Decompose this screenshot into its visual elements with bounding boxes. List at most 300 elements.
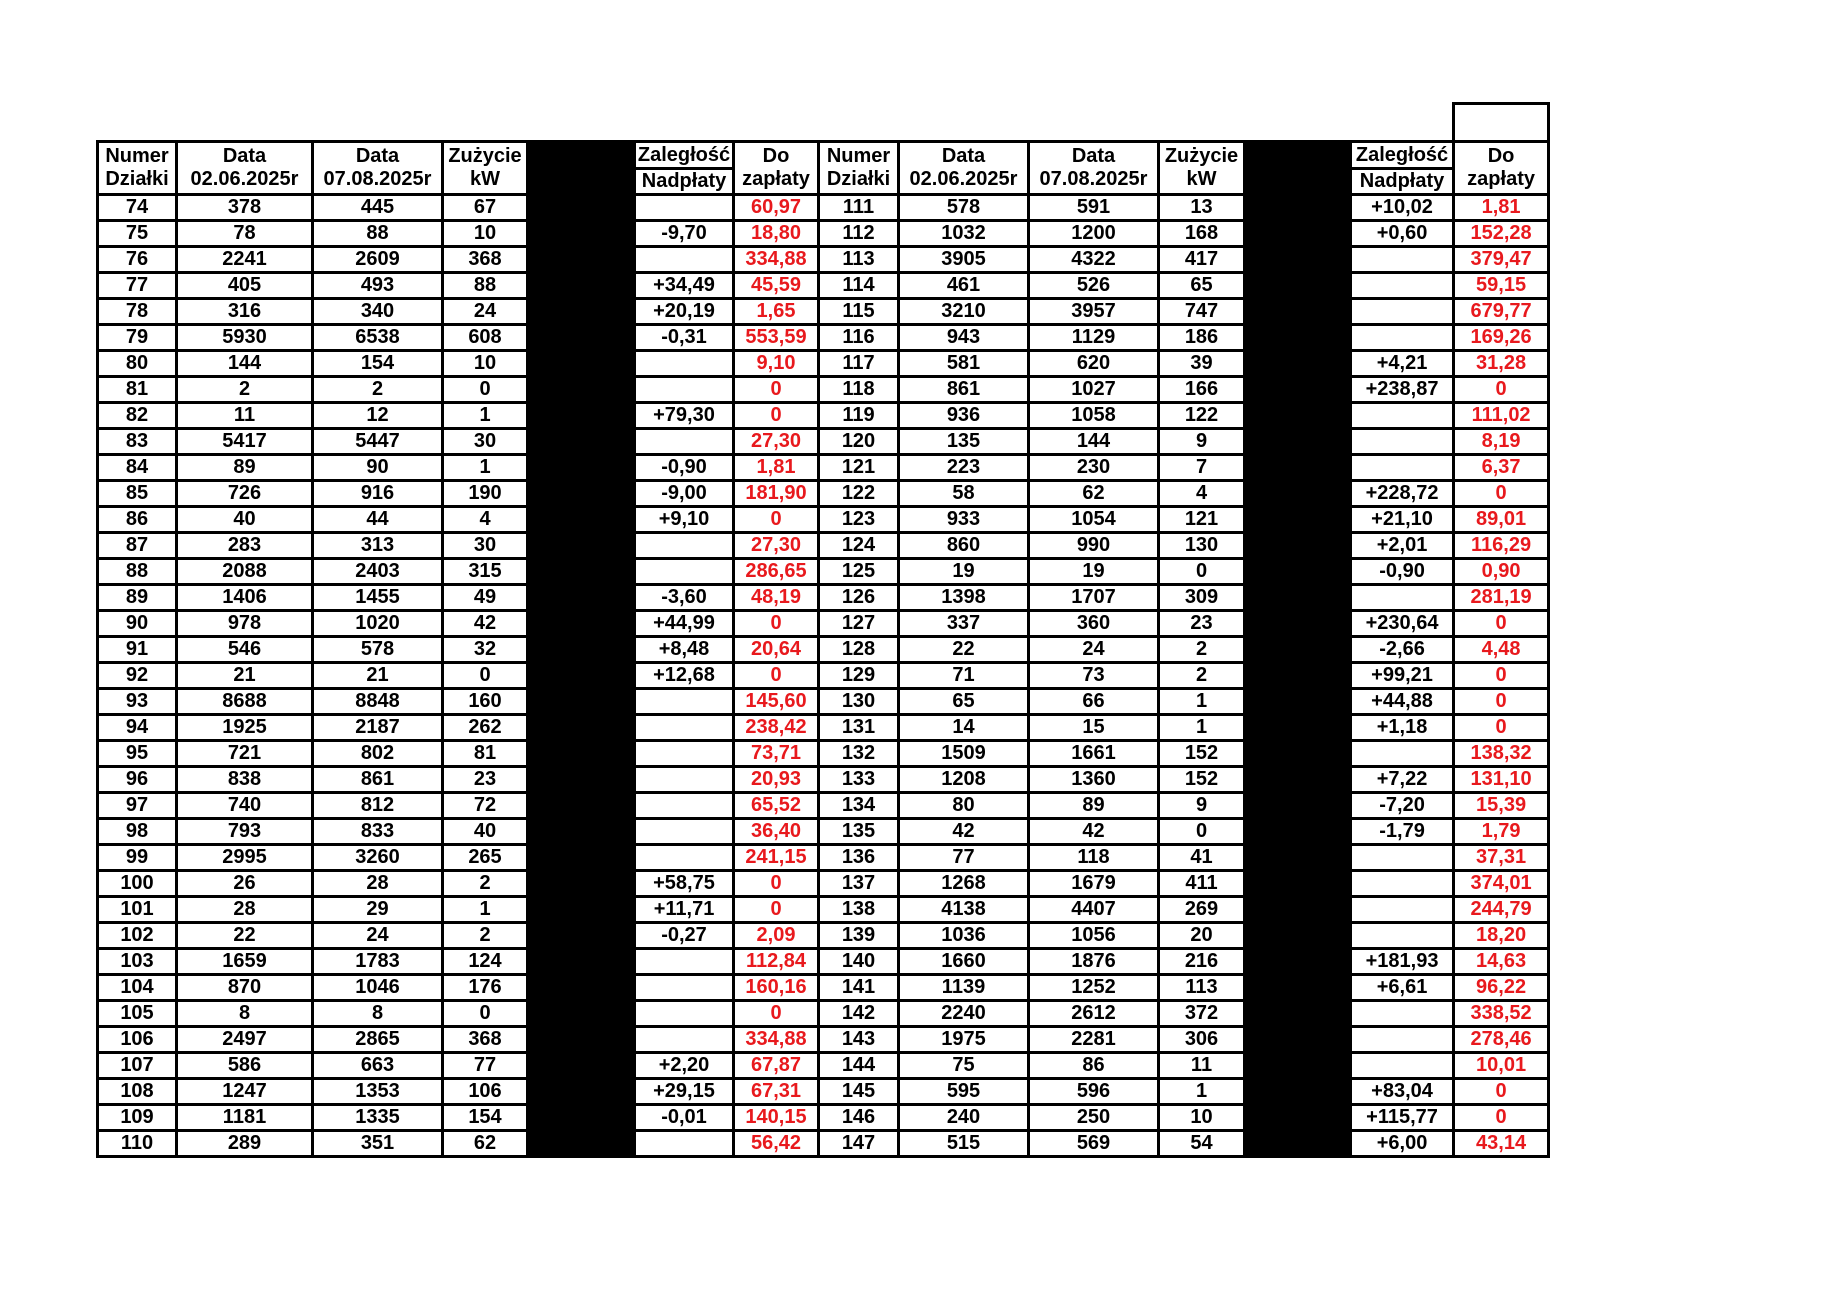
cell-reading-jun: 405 <box>177 273 313 299</box>
cell-reading-jun: 2241 <box>177 247 313 273</box>
cell-plot-number: 78 <box>98 299 177 325</box>
cell-reading-aug: 2612 <box>1029 1001 1159 1027</box>
cell-balance <box>1351 247 1454 273</box>
table-row <box>98 663 1549 689</box>
table-row <box>98 429 1549 455</box>
cell-usage-kw: 1 <box>443 455 528 481</box>
cell-balance: -0,90 <box>635 455 734 481</box>
cell-reading-aug: 360 <box>1029 611 1159 637</box>
cell-plot-number: 118 <box>819 377 899 403</box>
cell-amount-due: 48,19 <box>734 585 819 611</box>
table-row <box>98 975 1549 1001</box>
cell-balance <box>635 533 734 559</box>
cell-balance <box>1351 325 1454 351</box>
cell-balance <box>1351 1053 1454 1079</box>
cell-plot-number: 147 <box>819 1131 899 1157</box>
cell-balance: -0,31 <box>635 325 734 351</box>
cell-usage-kw: 154 <box>443 1105 528 1131</box>
table-row <box>98 533 1549 559</box>
cell-reading-jun: 58 <box>899 481 1029 507</box>
header-label: Do <box>762 145 790 167</box>
cell-usage-kw: 190 <box>443 481 528 507</box>
cell-plot-number: 103 <box>98 949 177 975</box>
cell-reading-aug: 2865 <box>313 1027 443 1053</box>
cell-amount-due: 0 <box>734 871 819 897</box>
cell-amount-due: 679,77 <box>1454 299 1549 325</box>
cell-amount-due: 9,10 <box>734 351 819 377</box>
cell-plot-number: 138 <box>819 897 899 923</box>
black-separator-cell <box>528 845 635 871</box>
cell-balance: +11,71 <box>635 897 734 923</box>
table-row <box>98 611 1549 637</box>
cell-reading-jun: 5930 <box>177 325 313 351</box>
cell-usage-kw: 216 <box>1159 949 1245 975</box>
header-usage-kw <box>443 142 528 195</box>
cell-reading-aug: 6538 <box>313 325 443 351</box>
cell-reading-jun: 1659 <box>177 949 313 975</box>
cell-plot-number: 91 <box>98 637 177 663</box>
black-separator-cell <box>1245 637 1351 663</box>
cell-usage-kw: 176 <box>443 975 528 1001</box>
cell-usage-kw: 81 <box>443 741 528 767</box>
cell-usage-kw: 11 <box>1159 1053 1245 1079</box>
black-separator-cell <box>1245 767 1351 793</box>
cell-reading-jun: 1509 <box>899 741 1029 767</box>
cell-plot-number: 107 <box>98 1053 177 1079</box>
cell-reading-jun: 135 <box>899 429 1029 455</box>
header-label: Nadpłaty <box>641 169 727 192</box>
cell-usage-kw: 1 <box>1159 689 1245 715</box>
cell-amount-due: 18,80 <box>734 221 819 247</box>
black-separator-cell <box>528 455 635 481</box>
cell-usage-kw: 24 <box>443 299 528 325</box>
cell-amount-due: 112,84 <box>734 949 819 975</box>
black-separator-cell <box>528 793 635 819</box>
cell-amount-due: 116,29 <box>1454 533 1549 559</box>
table-row <box>98 455 1549 481</box>
cell-plot-number: 142 <box>819 1001 899 1027</box>
cell-amount-due: 286,65 <box>734 559 819 585</box>
cell-amount-due: 4,48 <box>1454 637 1549 663</box>
cell-amount-due: 67,87 <box>734 1053 819 1079</box>
cell-amount-due: 0 <box>734 507 819 533</box>
cell-reading-aug: 1056 <box>1029 923 1159 949</box>
header-reading-aug <box>313 142 443 195</box>
cell-reading-aug: 596 <box>1029 1079 1159 1105</box>
cell-usage-kw: 306 <box>1159 1027 1245 1053</box>
cell-balance: +6,00 <box>1351 1131 1454 1157</box>
cell-usage-kw: 315 <box>443 559 528 585</box>
cell-plot-number: 115 <box>819 299 899 325</box>
black-separator-cell <box>528 923 635 949</box>
cell-usage-kw: 608 <box>443 325 528 351</box>
cell-plot-number: 127 <box>819 611 899 637</box>
cell-balance <box>635 247 734 273</box>
cell-reading-jun: 595 <box>899 1079 1029 1105</box>
cell-usage-kw: 124 <box>443 949 528 975</box>
cell-balance <box>1351 299 1454 325</box>
header-reading-jun <box>177 142 313 195</box>
cell-usage-kw: 23 <box>443 767 528 793</box>
cell-reading-jun: 1247 <box>177 1079 313 1105</box>
black-separator-cell <box>528 1053 635 1079</box>
cell-reading-aug: 1335 <box>313 1105 443 1131</box>
cell-reading-jun: 515 <box>899 1131 1029 1157</box>
table-row <box>98 221 1549 247</box>
cell-usage-kw: 122 <box>1159 403 1245 429</box>
black-separator-cell <box>528 299 635 325</box>
cell-usage-kw: 49 <box>443 585 528 611</box>
header-usage-kw <box>1159 142 1245 195</box>
cell-balance <box>635 429 734 455</box>
cell-plot-number: 100 <box>98 871 177 897</box>
cell-reading-jun: 1660 <box>899 949 1029 975</box>
cell-balance <box>1351 1027 1454 1053</box>
cell-usage-kw: 368 <box>443 247 528 273</box>
black-separator-cell <box>528 533 635 559</box>
cell-amount-due: 10,01 <box>1454 1053 1549 1079</box>
cell-amount-due: 131,10 <box>1454 767 1549 793</box>
black-separator-cell <box>528 1105 635 1131</box>
cell-balance: +58,75 <box>635 871 734 897</box>
cell-amount-due: 0 <box>1454 689 1549 715</box>
header-label: zapłaty <box>1467 168 1535 190</box>
cell-usage-kw: 1 <box>443 897 528 923</box>
header-label: Numer <box>826 145 891 167</box>
cell-amount-due: 338,52 <box>1454 1001 1549 1027</box>
cell-plot-number: 128 <box>819 637 899 663</box>
table-row <box>98 247 1549 273</box>
cell-balance <box>635 819 734 845</box>
cell-reading-jun: 2995 <box>177 845 313 871</box>
cell-usage-kw: 168 <box>1159 221 1245 247</box>
cell-reading-jun: 581 <box>899 351 1029 377</box>
cell-reading-jun: 943 <box>899 325 1029 351</box>
cell-plot-number: 120 <box>819 429 899 455</box>
header-label: Data <box>941 145 986 167</box>
cell-reading-jun: 2497 <box>177 1027 313 1053</box>
black-separator-cell <box>1245 689 1351 715</box>
table-row <box>98 767 1549 793</box>
cell-amount-due: 43,14 <box>1454 1131 1549 1157</box>
header-label: 02.06.2025r <box>190 168 299 190</box>
cell-balance: +44,99 <box>635 611 734 637</box>
cell-usage-kw: 113 <box>1159 975 1245 1001</box>
cell-plot-number: 94 <box>98 715 177 741</box>
cell-amount-due: 0 <box>734 403 819 429</box>
black-separator-cell <box>528 221 635 247</box>
black-separator-cell <box>1245 741 1351 767</box>
cell-plot-number: 139 <box>819 923 899 949</box>
cell-usage-kw: 30 <box>443 533 528 559</box>
cell-reading-jun: 721 <box>177 741 313 767</box>
cell-usage-kw: 23 <box>1159 611 1245 637</box>
cell-reading-jun: 337 <box>899 611 1029 637</box>
cell-plot-number: 80 <box>98 351 177 377</box>
cell-balance: -9,00 <box>635 481 734 507</box>
cell-balance <box>635 767 734 793</box>
cell-amount-due: 31,28 <box>1454 351 1549 377</box>
cell-balance <box>635 1131 734 1157</box>
black-separator-cell <box>528 611 635 637</box>
cell-reading-aug: 1054 <box>1029 507 1159 533</box>
preheader-spacer <box>98 104 1454 142</box>
cell-usage-kw: 10 <box>443 351 528 377</box>
cell-amount-due: 1,81 <box>1454 195 1549 221</box>
black-separator-cell <box>1245 897 1351 923</box>
cell-amount-due: 73,71 <box>734 741 819 767</box>
cell-reading-aug: 445 <box>313 195 443 221</box>
cell-reading-jun: 8 <box>177 1001 313 1027</box>
cell-reading-jun: 936 <box>899 403 1029 429</box>
cell-usage-kw: 20 <box>1159 923 1245 949</box>
cell-reading-jun: 1208 <box>899 767 1029 793</box>
black-separator-cell <box>528 273 635 299</box>
cell-plot-number: 76 <box>98 247 177 273</box>
cell-plot-number: 99 <box>98 845 177 871</box>
cell-reading-jun: 289 <box>177 1131 313 1157</box>
cell-amount-due: 45,59 <box>734 273 819 299</box>
cell-reading-jun: 1925 <box>177 715 313 741</box>
cell-balance: +9,10 <box>635 507 734 533</box>
cell-amount-due: 0 <box>1454 377 1549 403</box>
cell-reading-aug: 493 <box>313 273 443 299</box>
cell-reading-jun: 28 <box>177 897 313 923</box>
cell-usage-kw: 0 <box>443 377 528 403</box>
cell-amount-due: 1,81 <box>734 455 819 481</box>
cell-balance: +2,01 <box>1351 533 1454 559</box>
cell-reading-jun: 860 <box>899 533 1029 559</box>
black-separator-cell <box>528 1027 635 1053</box>
cell-plot-number: 133 <box>819 767 899 793</box>
cell-reading-aug: 1661 <box>1029 741 1159 767</box>
cell-balance: +7,22 <box>1351 767 1454 793</box>
cell-plot-number: 135 <box>819 819 899 845</box>
cell-plot-number: 109 <box>98 1105 177 1131</box>
cell-plot-number: 105 <box>98 1001 177 1027</box>
black-separator-cell <box>528 897 635 923</box>
cell-reading-jun: 546 <box>177 637 313 663</box>
cell-balance <box>1351 741 1454 767</box>
black-separator-cell <box>1245 507 1351 533</box>
cell-usage-kw: 186 <box>1159 325 1245 351</box>
black-separator-cell <box>1245 247 1351 273</box>
cell-amount-due: 56,42 <box>734 1131 819 1157</box>
cell-amount-due: 67,31 <box>734 1079 819 1105</box>
black-separator-cell <box>528 351 635 377</box>
cell-reading-aug: 578 <box>313 637 443 663</box>
table-row <box>98 195 1549 221</box>
cell-amount-due: 0,90 <box>1454 559 1549 585</box>
cell-plot-number: 143 <box>819 1027 899 1053</box>
cell-balance: +238,87 <box>1351 377 1454 403</box>
cell-balance: +0,60 <box>1351 221 1454 247</box>
cell-reading-jun: 2088 <box>177 559 313 585</box>
cell-usage-kw: 72 <box>443 793 528 819</box>
cell-reading-aug: 2609 <box>313 247 443 273</box>
cell-plot-number: 121 <box>819 455 899 481</box>
cell-amount-due: 0 <box>1454 1079 1549 1105</box>
cell-plot-number: 87 <box>98 533 177 559</box>
black-separator-cell <box>1245 663 1351 689</box>
black-separator-cell <box>528 142 635 195</box>
cell-amount-due: 18,20 <box>1454 923 1549 949</box>
cell-balance: -3,60 <box>635 585 734 611</box>
cell-usage-kw: 67 <box>443 195 528 221</box>
cell-usage-kw: 160 <box>443 689 528 715</box>
cell-balance: +79,30 <box>635 403 734 429</box>
table-row <box>98 325 1549 351</box>
cell-plot-number: 137 <box>819 871 899 897</box>
cell-reading-jun: 75 <box>899 1053 1029 1079</box>
cell-reading-jun: 793 <box>177 819 313 845</box>
cell-usage-kw: 77 <box>443 1053 528 1079</box>
cell-plot-number: 134 <box>819 793 899 819</box>
cell-amount-due: 65,52 <box>734 793 819 819</box>
cell-amount-due: 140,15 <box>734 1105 819 1131</box>
cell-reading-aug: 1353 <box>313 1079 443 1105</box>
cell-usage-kw: 106 <box>443 1079 528 1105</box>
cell-reading-jun: 578 <box>899 195 1029 221</box>
cell-reading-aug: 1455 <box>313 585 443 611</box>
cell-amount-due: 0 <box>734 897 819 923</box>
cell-plot-number: 125 <box>819 559 899 585</box>
cell-reading-aug: 1707 <box>1029 585 1159 611</box>
cell-reading-jun: 78 <box>177 221 313 247</box>
cell-balance: +21,10 <box>1351 507 1454 533</box>
cell-plot-number: 83 <box>98 429 177 455</box>
cell-balance <box>1351 871 1454 897</box>
cell-usage-kw: 4 <box>1159 481 1245 507</box>
cell-usage-kw: 262 <box>443 715 528 741</box>
cell-plot-number: 82 <box>98 403 177 429</box>
cell-reading-aug: 1058 <box>1029 403 1159 429</box>
cell-plot-number: 104 <box>98 975 177 1001</box>
cell-amount-due: 379,47 <box>1454 247 1549 273</box>
black-separator-cell <box>1245 1105 1351 1131</box>
cell-reading-jun: 77 <box>899 845 1029 871</box>
black-separator-cell <box>528 1001 635 1027</box>
cell-usage-kw: 0 <box>1159 559 1245 585</box>
cell-amount-due: 238,42 <box>734 715 819 741</box>
cell-usage-kw: 42 <box>443 611 528 637</box>
cell-plot-number: 114 <box>819 273 899 299</box>
table-row <box>98 273 1549 299</box>
black-separator-cell <box>1245 819 1351 845</box>
header-label: Data <box>1071 145 1116 167</box>
cell-amount-due: 241,15 <box>734 845 819 871</box>
cell-amount-due: 20,93 <box>734 767 819 793</box>
cell-usage-kw: 9 <box>1159 429 1245 455</box>
cell-reading-jun: 378 <box>177 195 313 221</box>
cell-balance: +8,48 <box>635 637 734 663</box>
cell-plot-number: 136 <box>819 845 899 871</box>
header-reading-jun <box>899 142 1029 195</box>
cell-reading-jun: 40 <box>177 507 313 533</box>
cell-balance <box>635 689 734 715</box>
cell-plot-number: 96 <box>98 767 177 793</box>
cell-usage-kw: 152 <box>1159 741 1245 767</box>
black-separator-cell <box>1245 533 1351 559</box>
cell-balance: +44,88 <box>1351 689 1454 715</box>
cell-usage-kw: 1 <box>1159 1079 1245 1105</box>
black-separator-cell <box>528 871 635 897</box>
cell-reading-jun: 240 <box>899 1105 1029 1131</box>
cell-reading-jun: 11 <box>177 403 313 429</box>
cell-balance <box>635 1027 734 1053</box>
table-row <box>98 299 1549 325</box>
table-row <box>98 1079 1549 1105</box>
cell-balance <box>635 845 734 871</box>
cell-reading-jun: 3210 <box>899 299 1029 325</box>
table-row <box>98 741 1549 767</box>
header-label: Zaległość <box>1352 144 1452 170</box>
header-label: Nadpłaty <box>1359 169 1445 192</box>
cell-balance: +115,77 <box>1351 1105 1454 1131</box>
cell-usage-kw: 368 <box>443 1027 528 1053</box>
black-separator-cell <box>1245 559 1351 585</box>
cell-usage-kw: 372 <box>1159 1001 1245 1027</box>
cell-usage-kw: 747 <box>1159 299 1245 325</box>
cell-reading-jun: 933 <box>899 507 1029 533</box>
cell-plot-number: 144 <box>819 1053 899 1079</box>
cell-amount-due: 1,65 <box>734 299 819 325</box>
cell-amount-due: 59,15 <box>1454 273 1549 299</box>
cell-reading-aug: 3957 <box>1029 299 1159 325</box>
black-separator-cell <box>528 1131 635 1157</box>
black-separator-cell <box>528 429 635 455</box>
cell-plot-number: 119 <box>819 403 899 429</box>
cell-reading-jun: 1036 <box>899 923 1029 949</box>
cell-balance <box>635 975 734 1001</box>
cell-plot-number: 126 <box>819 585 899 611</box>
cell-balance <box>1351 273 1454 299</box>
cell-plot-number: 101 <box>98 897 177 923</box>
cell-plot-number: 81 <box>98 377 177 403</box>
cell-reading-aug: 88 <box>313 221 443 247</box>
table-row <box>98 1131 1549 1157</box>
header-label: Działki <box>105 168 169 190</box>
cell-usage-kw: 65 <box>1159 273 1245 299</box>
cell-plot-number: 112 <box>819 221 899 247</box>
cell-amount-due: 145,60 <box>734 689 819 715</box>
cell-balance: +12,68 <box>635 663 734 689</box>
table-row <box>98 689 1549 715</box>
black-separator-cell <box>1245 793 1351 819</box>
header-label: Do <box>1487 145 1515 167</box>
cell-reading-jun: 80 <box>899 793 1029 819</box>
header-label: kW <box>1186 168 1217 190</box>
cell-balance: -2,66 <box>1351 637 1454 663</box>
cell-amount-due: 244,79 <box>1454 897 1549 923</box>
cell-reading-aug: 1783 <box>313 949 443 975</box>
cell-plot-number: 86 <box>98 507 177 533</box>
cell-usage-kw: 269 <box>1159 897 1245 923</box>
cell-usage-kw: 32 <box>443 637 528 663</box>
table-row <box>98 481 1549 507</box>
cell-reading-aug: 569 <box>1029 1131 1159 1157</box>
cell-usage-kw: 265 <box>443 845 528 871</box>
cell-balance: -9,70 <box>635 221 734 247</box>
header-balance <box>1351 142 1454 195</box>
cell-balance: +181,93 <box>1351 949 1454 975</box>
cell-reading-aug: 24 <box>1029 637 1159 663</box>
table-row <box>98 819 1549 845</box>
black-separator-cell <box>528 689 635 715</box>
cell-usage-kw: 0 <box>443 663 528 689</box>
cell-balance: +228,72 <box>1351 481 1454 507</box>
cell-reading-jun: 1975 <box>899 1027 1029 1053</box>
